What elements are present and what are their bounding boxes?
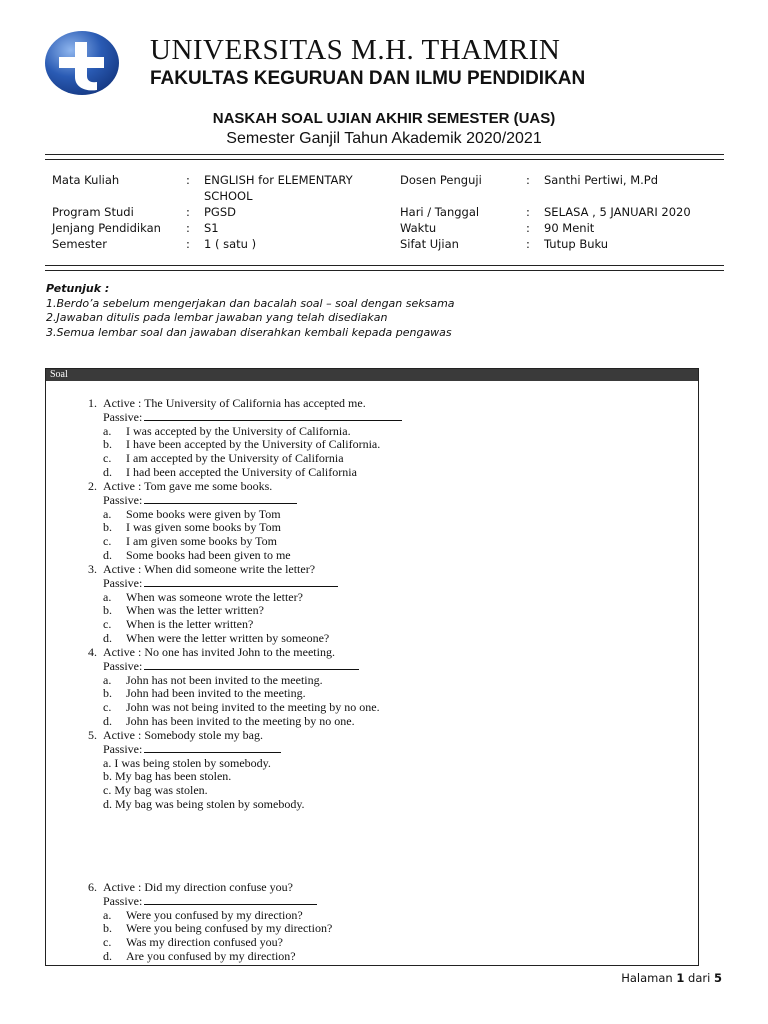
- instruction-item: 1.Berdo’a sebelum mengerjakan dan bacalah soal – soal dengan seksama: [46, 296, 455, 310]
- info-label-semester: Semester: [52, 237, 107, 251]
- exam-subtitle: Semester Ganjil Tahun Akademik 2020/2021: [226, 130, 542, 147]
- option-letter: a.: [103, 506, 112, 521]
- answer-blank: [144, 751, 281, 753]
- passive-prompt: [103, 577, 338, 591]
- faculty-name: FAKULTAS KEGURUAN DAN ILMU PENDIDIKAN: [150, 68, 586, 89]
- info-value-date: SELASA , 5 JANUARI 2020: [544, 205, 691, 219]
- info-label-examiner: Dosen Penguji: [400, 173, 482, 187]
- option-letter: d.: [103, 464, 112, 479]
- question-active-sentence: Active : Somebody stole my bag.: [103, 728, 263, 742]
- info-label-date: Hari / Tanggal: [400, 205, 480, 219]
- footer-total: 5: [713, 971, 722, 985]
- option-text: I am accepted by the University of California: [126, 451, 344, 466]
- option-letter: c.: [103, 534, 112, 549]
- info-value-course: ENGLISH for ELEMENTARY SCHOOL: [204, 173, 353, 203]
- info-value-examiner: Santhi Pertiwi, M.Pd: [544, 173, 659, 187]
- question-active-sentence: Active : Did my direction confuse you?: [103, 880, 293, 894]
- passive-label: Passive:: [103, 658, 143, 673]
- passive-label: Passive:: [103, 575, 143, 590]
- option-text: Some books had been given to me: [126, 547, 291, 562]
- info-divider: [45, 265, 724, 271]
- instructions: [46, 282, 455, 340]
- footer-middle: dari: [688, 971, 711, 985]
- info-colon: :: [186, 221, 190, 235]
- option-text: d. My bag was being stolen by somebody.: [103, 796, 305, 811]
- answer-blank: [144, 903, 317, 905]
- passive-label: Passive:: [103, 492, 143, 507]
- question-number: 1.: [88, 396, 97, 410]
- info-colon: :: [526, 173, 530, 187]
- option-letter: d.: [103, 948, 112, 963]
- option-letter: c.: [103, 935, 112, 950]
- option-text: I had been accepted the University of California: [126, 464, 357, 479]
- footer-prefix: Halaman: [621, 971, 673, 985]
- info-colon: :: [186, 237, 190, 251]
- info-colon: :: [526, 221, 530, 235]
- option-text: b. My bag has been stolen.: [103, 769, 232, 784]
- option-text: When was someone wrote the letter?: [126, 589, 303, 604]
- info-colon: :: [186, 205, 190, 219]
- option-letter: b.: [103, 603, 112, 618]
- option-letter: b.: [103, 437, 112, 452]
- footer-page: 1: [676, 971, 685, 985]
- option-letter: d.: [103, 713, 112, 728]
- question-number: 4.: [88, 645, 97, 659]
- info-colon: :: [186, 173, 190, 187]
- info-value-level: S1: [204, 221, 219, 235]
- option-letter: d.: [103, 630, 112, 645]
- option-text: When was the letter written?: [126, 603, 264, 618]
- passive-prompt: [103, 494, 297, 508]
- option-letter: c.: [103, 451, 112, 466]
- info-label-exam-type: Sifat Ujian: [400, 237, 459, 251]
- question-active-sentence: Active : When did someone write the letter?: [103, 562, 316, 576]
- info-label-time: Waktu: [400, 221, 437, 235]
- answer-blank: [144, 502, 297, 504]
- section-header: Soal: [46, 369, 698, 381]
- question-number: 2.: [88, 479, 97, 493]
- option-text: When is the letter written?: [126, 617, 254, 632]
- instruction-item: 3.Semua lembar soal dan jawaban diserahkan kembali kepada pengawas: [46, 325, 452, 339]
- option-letter: b.: [103, 686, 112, 701]
- info-label-course: Mata Kuliah: [52, 173, 120, 187]
- passive-prompt: [103, 895, 317, 909]
- question-box: [45, 368, 699, 966]
- university-logo: [44, 30, 120, 96]
- option-text: When were the letter written by someone?: [126, 630, 330, 645]
- answer-blank: [144, 585, 338, 587]
- answer-blank: [144, 419, 402, 421]
- option-letter: c.: [103, 617, 112, 632]
- question-number: 3.: [88, 562, 97, 576]
- passive-label: Passive:: [103, 409, 143, 424]
- option-text: I was given some books by Tom: [126, 520, 281, 535]
- info-value-program: PGSD: [204, 205, 237, 219]
- university-name: UNIVERSITAS M.H. THAMRIN: [150, 34, 561, 66]
- passive-prompt: [103, 743, 281, 757]
- option-letter: b.: [103, 520, 112, 535]
- passive-prompt: [103, 411, 402, 425]
- option-text: Are you confused by my direction?: [126, 948, 296, 963]
- page-footer: [621, 971, 722, 985]
- question-active-sentence: Active : Tom gave me some books.: [103, 479, 273, 493]
- option-text: I have been accepted by the University of California.: [126, 437, 381, 452]
- info-value-semester: 1 ( satu ): [204, 237, 257, 251]
- option-text: John has not been invited to the meeting.: [126, 672, 323, 687]
- question-number: 6.: [88, 880, 97, 894]
- option-letter: b.: [103, 921, 112, 936]
- option-text: Some books were given by Tom: [126, 506, 281, 521]
- instruction-item: 2.Jawaban ditulis pada lembar jawaban yang telah disediakan: [46, 311, 388, 324]
- option-text: c. My bag was stolen.: [103, 783, 208, 798]
- option-text: I am given some books by Tom: [126, 534, 277, 549]
- option-text: Were you being confused by my direction?: [126, 921, 333, 936]
- option-letter: a.: [103, 907, 112, 922]
- option-text: John had been invited to the meeting.: [126, 686, 306, 701]
- info-label-program: Program Studi: [52, 205, 134, 219]
- header-divider: [45, 154, 724, 160]
- passive-label: Passive:: [103, 741, 143, 756]
- info-colon: :: [526, 237, 530, 251]
- option-letter: a.: [103, 423, 112, 438]
- info-label-level: Jenjang Pendidikan: [52, 221, 161, 235]
- option-text: a. I was being stolen by somebody.: [103, 755, 271, 770]
- answer-blank: [144, 668, 359, 670]
- option-text: John has been invited to the meeting by no one.: [126, 713, 355, 728]
- option-text: Was my direction confused you?: [126, 935, 283, 950]
- instructions-title: Petunjuk :: [46, 282, 110, 295]
- option-text: John was not being invited to the meeting by no one.: [126, 700, 380, 715]
- info-value-exam-type: Tutup Buku: [544, 237, 609, 251]
- option-letter: a.: [103, 672, 112, 687]
- passive-prompt: [103, 660, 359, 674]
- option-text: I was accepted by the University of California.: [126, 423, 351, 438]
- question-number: 5.: [88, 728, 97, 742]
- question-active-sentence: Active : The University of California has accepted me.: [103, 396, 366, 410]
- option-text: Were you confused by my direction?: [126, 907, 303, 922]
- passive-label: Passive:: [103, 893, 143, 908]
- option-letter: c.: [103, 700, 112, 715]
- option-letter: d.: [103, 547, 112, 562]
- question-active-sentence: Active : No one has invited John to the meeting.: [103, 645, 335, 659]
- option-letter: a.: [103, 589, 112, 604]
- info-colon: :: [526, 205, 530, 219]
- exam-title: NASKAH SOAL UJIAN AKHIR SEMESTER (UAS): [212, 110, 556, 127]
- info-value-time: 90 Menit: [544, 221, 595, 235]
